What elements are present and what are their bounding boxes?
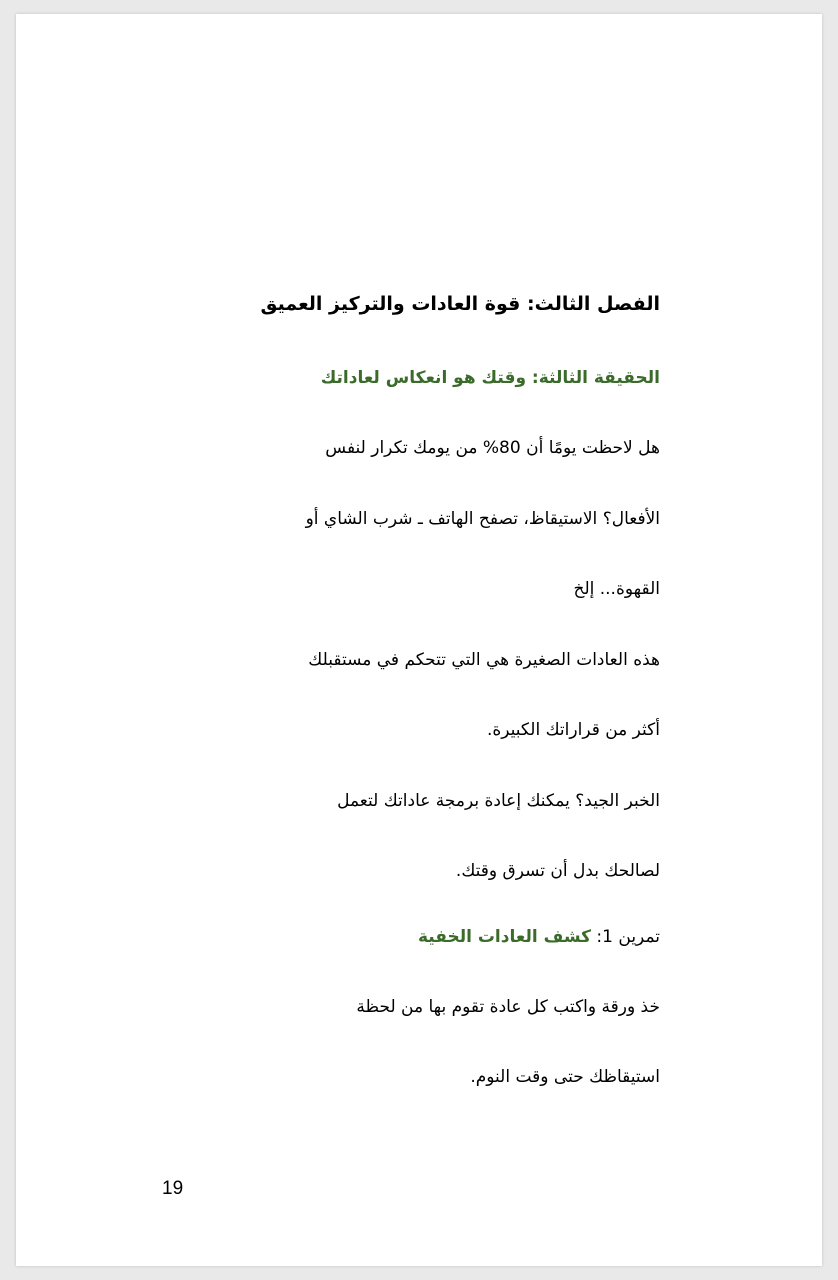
paragraph-line: أكثر من قراراتك الكبيرة. xyxy=(486,720,660,740)
paragraph-line: استيقاظك حتى وقت النوم. xyxy=(470,1067,660,1087)
paragraph-line: الخبر الجيد؟ يمكنك إعادة برمجة عاداتك لتعمل xyxy=(337,791,660,811)
document-page xyxy=(16,14,822,1266)
page-number: 19 xyxy=(162,1178,184,1199)
exercise-label: تمرين 1: xyxy=(596,927,660,947)
paragraph-line: الأفعال؟ الاستيقاظ، تصفح الهاتف ـ شرب الشاي أو xyxy=(305,509,660,529)
paragraph-line: هذه العادات الصغيرة هي التي تتحكم في مستقبلك xyxy=(308,650,660,670)
exercise-title: كشف العادات الخفية xyxy=(417,927,592,947)
paragraph-line: هل لاحظت يومًا أن 80% من يومك تكرار لنفس xyxy=(325,438,660,458)
truth-heading: الحقيقة الثالثة: وقتك هو انعكاس لعاداتك xyxy=(320,368,660,388)
exercise-heading xyxy=(418,925,660,949)
paragraph-line: القهوة... إلخ xyxy=(573,579,660,599)
chapter-title: الفصل الثالث: قوة العادات والتركيز العميق xyxy=(260,293,660,315)
paragraph-line: لصالحك بدل أن تسرق وقتك. xyxy=(455,861,660,881)
paragraph-line: خذ ورقة واكتب كل عادة تقوم بها من لحظة xyxy=(356,997,660,1017)
